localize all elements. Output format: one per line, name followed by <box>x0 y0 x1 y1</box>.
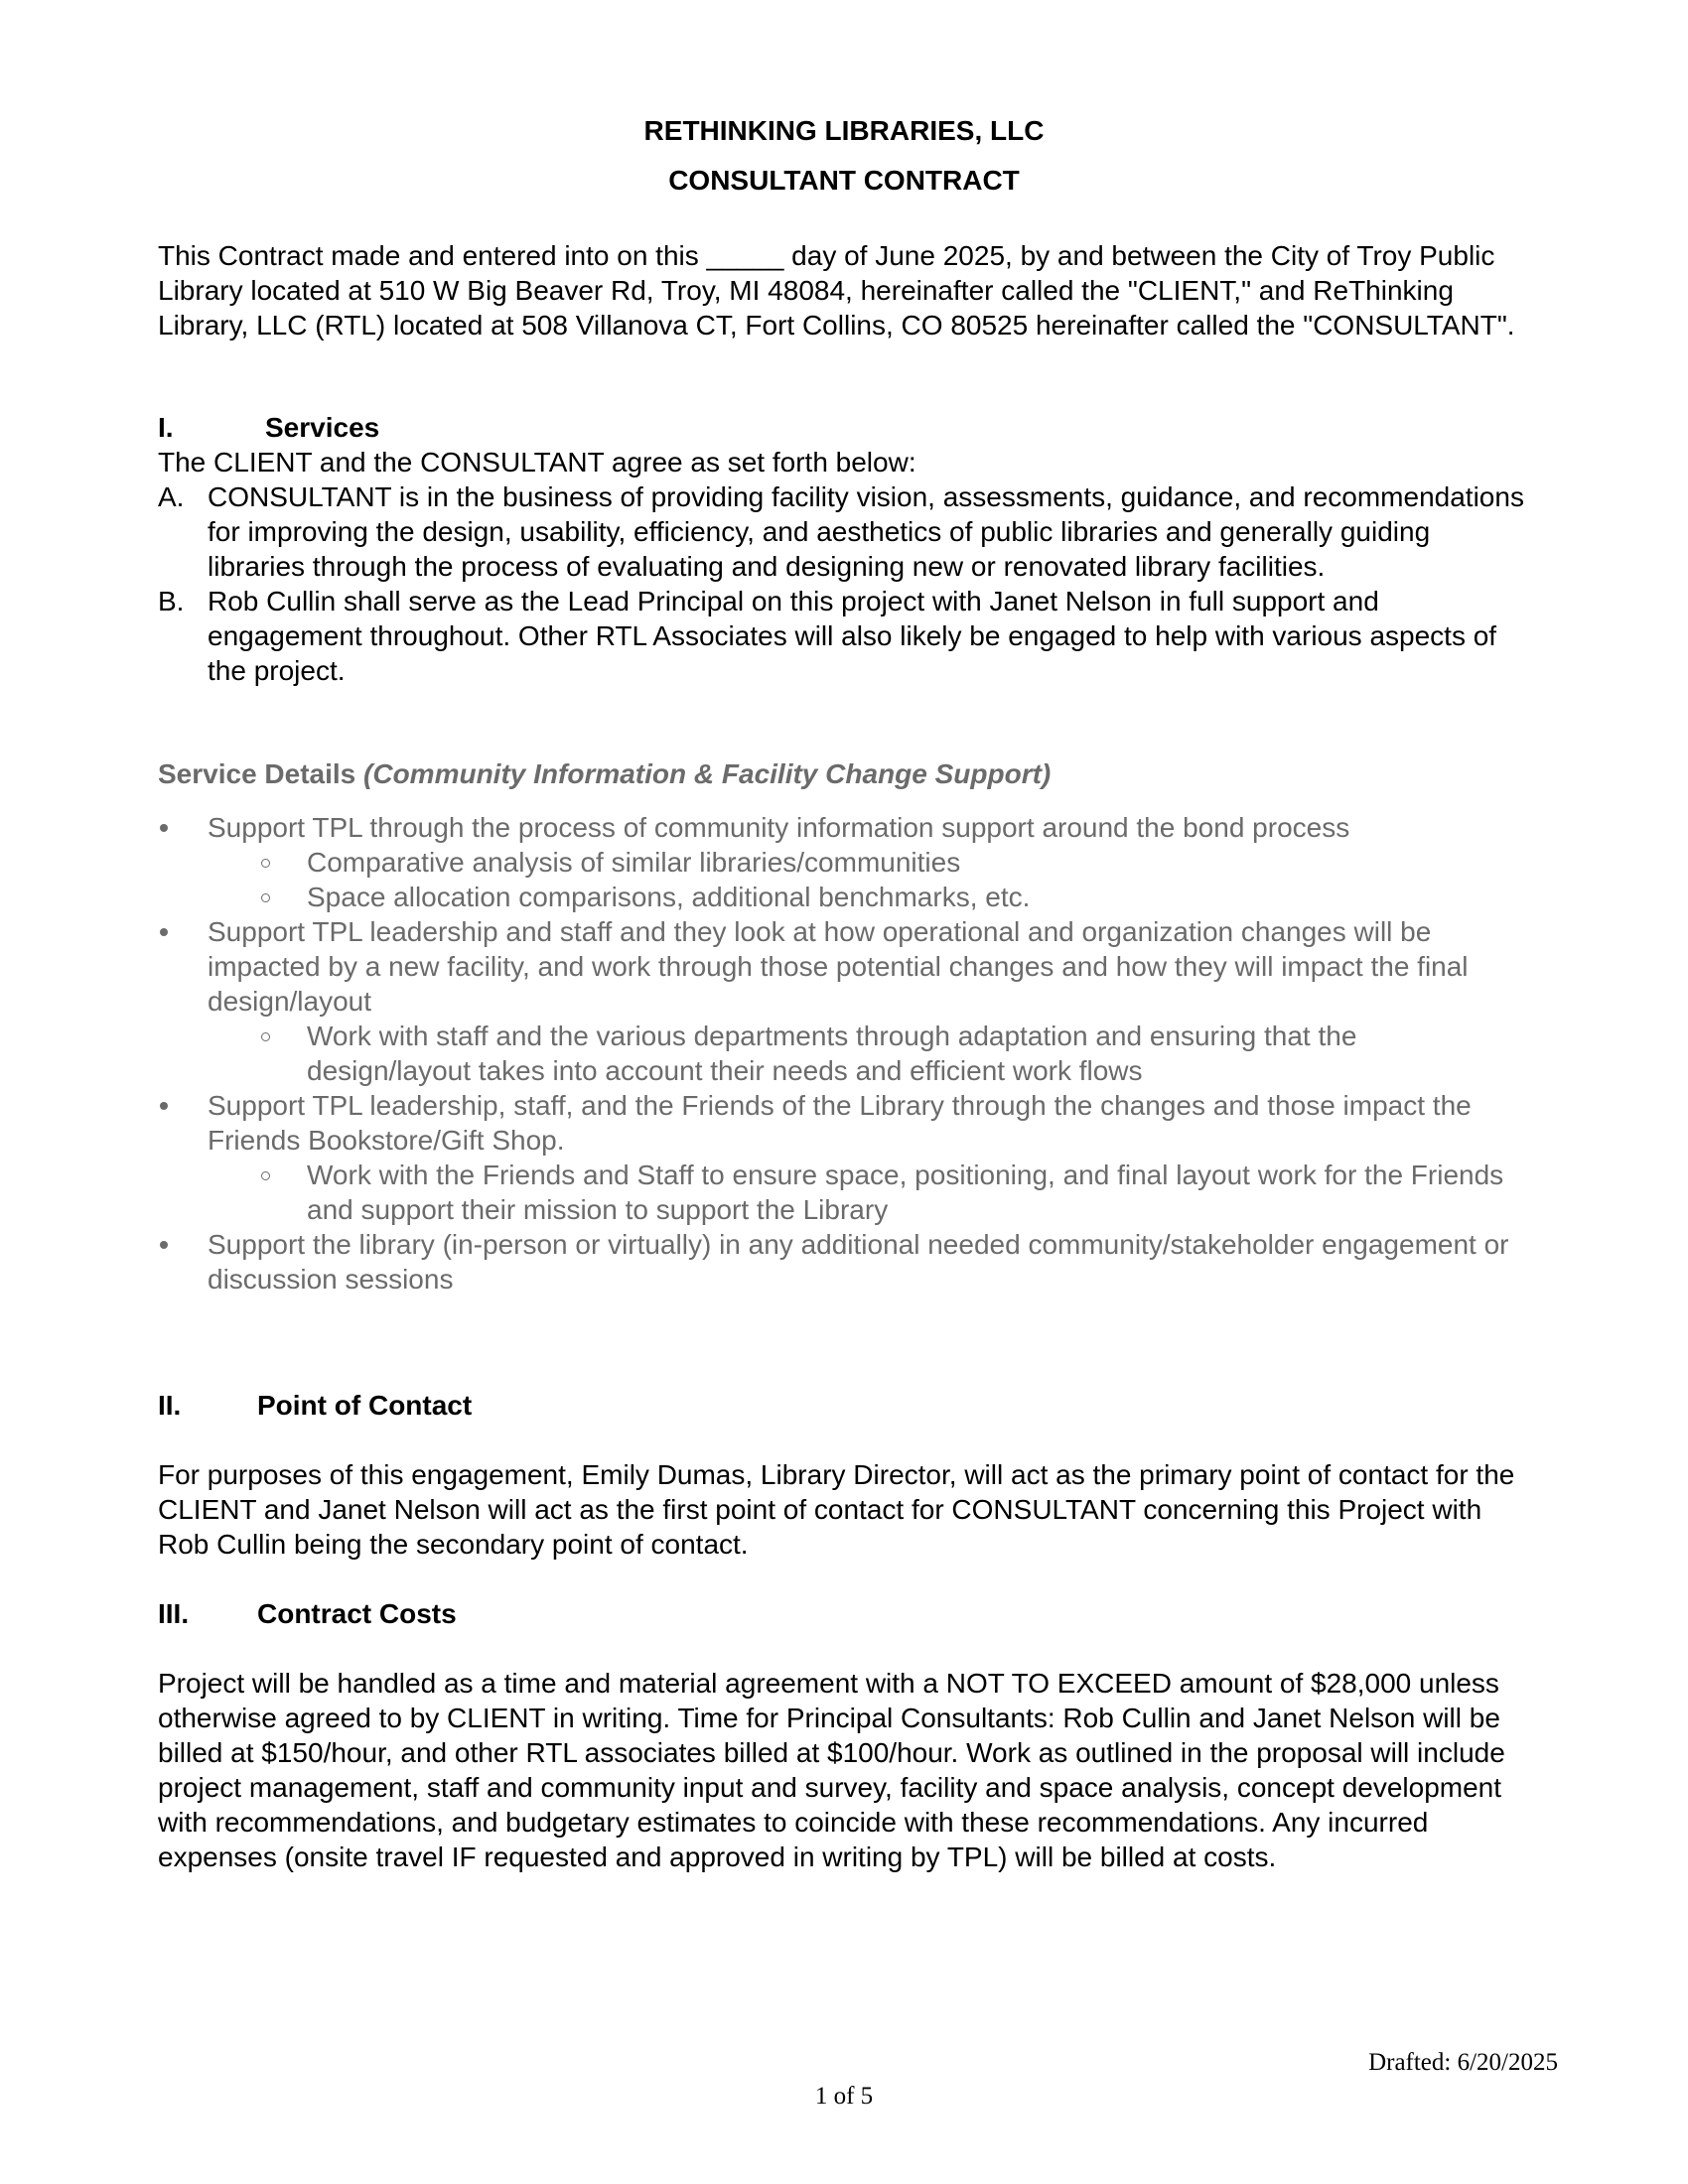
list-item <box>158 584 1528 688</box>
service-details-subtitle: (Community Information & Facility Change Support) <box>363 758 1052 789</box>
bullet-text: Support TPL leadership, staff, and the Friends of the Library through the changes and those impact the Friends Bookstore/Gift Shop. <box>208 1090 1472 1156</box>
section-title: Services <box>265 412 380 443</box>
bullet-icon <box>160 824 168 832</box>
sub-bullet-item <box>158 1158 1528 1227</box>
section-number: II. <box>158 1390 182 1421</box>
sub-bullet-text: Comparative analysis of similar libraries/communities <box>307 847 961 878</box>
drafted-date: Drafted: 6/20/2025 <box>1368 2049 1558 2076</box>
service-details-heading <box>158 756 1051 791</box>
sub-bullet-item <box>158 1019 1528 1088</box>
section-title: Contract Costs <box>257 1598 457 1629</box>
bullet-item <box>158 914 1528 1019</box>
list-item-text: Rob Cullin shall serve as the Lead Principal on this project with Janet Nelson in full support and engagement throughout. Other RTL Associates will also likely be engaged to help with various aspects of the project. <box>208 586 1497 686</box>
sub-bullet-text: Work with the Friends and Staff to ensure space, positioning, and final layout work for the Friends and support their mission to support the Library <box>307 1160 1504 1225</box>
hollow-bullet-icon <box>261 1171 270 1180</box>
list-item <box>158 479 1528 584</box>
list-marker: B. <box>158 586 185 616</box>
hollow-bullet-icon <box>261 1032 270 1041</box>
sub-bullet-item <box>158 880 1528 914</box>
bullet-icon <box>160 1241 168 1249</box>
agreement-statement: The CLIENT and the CONSULTANT agree as set forth below: <box>158 447 916 478</box>
bullet-icon <box>160 1102 168 1110</box>
contract-costs-paragraph: Project will be handled as a time and material agreement with a NOT TO EXCEED amount of $28,000 unless otherwise agreed to by CLIENT in writing. Time for Principal Consultants: Rob Cullin and Janet Nelson will be billed at $150/hour, and other RTL associates billed at $100/hour. Work as outlined in the proposal will include project management, staff and community input and survey, facility and space analysis, concept development with recommendations, and budgetary estimates to coincide with these recommendations. Any incurred expenses (onsite travel IF requested and approved in writing by TPL) will be billed at costs. <box>158 1668 1505 1872</box>
section-number: I. <box>158 412 174 443</box>
bullet-item <box>158 1227 1528 1297</box>
bullet-item <box>158 1088 1528 1158</box>
list-item-text: CONSULTANT is in the business of providing facility vision, assessments, guidance, and recommendations for improving the design, usability, efficiency, and aesthetics of public libraries and generally guiding libraries through the process of evaluating and designing new or renovated library facilities. <box>208 481 1524 582</box>
services-list <box>158 479 1528 688</box>
intro-paragraph: This Contract made and entered into on this _____ day of June 2025, by and between the City of Troy Public Library located at 510 W Big Beaver Rd, Troy, MI 48084, hereinafter called the "CLIENT," and ReThinking Library, LLC (RTL) located at 508 Villanova CT, Fort Collins, CO 80525 hereinafter called the "CONSULTANT". <box>158 240 1515 341</box>
sub-bullet-text: Work with staff and the various departments through adaptation and ensuring that the design/layout takes into account their needs and efficient work flows <box>307 1021 1357 1086</box>
hollow-bullet-icon <box>261 859 270 868</box>
section-number: III. <box>158 1598 190 1629</box>
company-name: RETHINKING LIBRARIES, LLC <box>643 115 1045 146</box>
service-details-title: Service Details <box>158 758 364 789</box>
point-of-contact-paragraph: For purposes of this engagement, Emily Dumas, Library Director, will act as the primary point of contact for the CLIENT and Janet Nelson will act as the first point of contact for CONSULTANT concerning this Project with Rob Cullin being the secondary point of contact. <box>158 1459 1515 1560</box>
sub-bullet-text: Space allocation comparisons, additional benchmarks, etc. <box>307 882 1031 912</box>
list-marker: A. <box>158 481 185 512</box>
section-title: Point of Contact <box>257 1390 473 1421</box>
bullet-text: Support the library (in-person or virtually) in any additional needed community/stakeholder engagement or discussion sessions <box>208 1229 1509 1295</box>
bullet-text: Support TPL through the process of community information support around the bond process <box>208 812 1350 843</box>
page-number: 1 of 5 <box>814 2083 874 2110</box>
sub-bullet-item <box>158 845 1528 880</box>
bullet-item <box>158 810 1528 845</box>
service-details-list <box>158 810 1528 1297</box>
bullet-icon <box>160 928 168 936</box>
document-title: CONSULTANT CONTRACT <box>668 165 1020 196</box>
hollow-bullet-icon <box>261 893 270 902</box>
bullet-text: Support TPL leadership and staff and they look at how operational and organization changes will be impacted by a new facility, and work through those potential changes and how they will impact the final design/layout <box>208 916 1469 1017</box>
